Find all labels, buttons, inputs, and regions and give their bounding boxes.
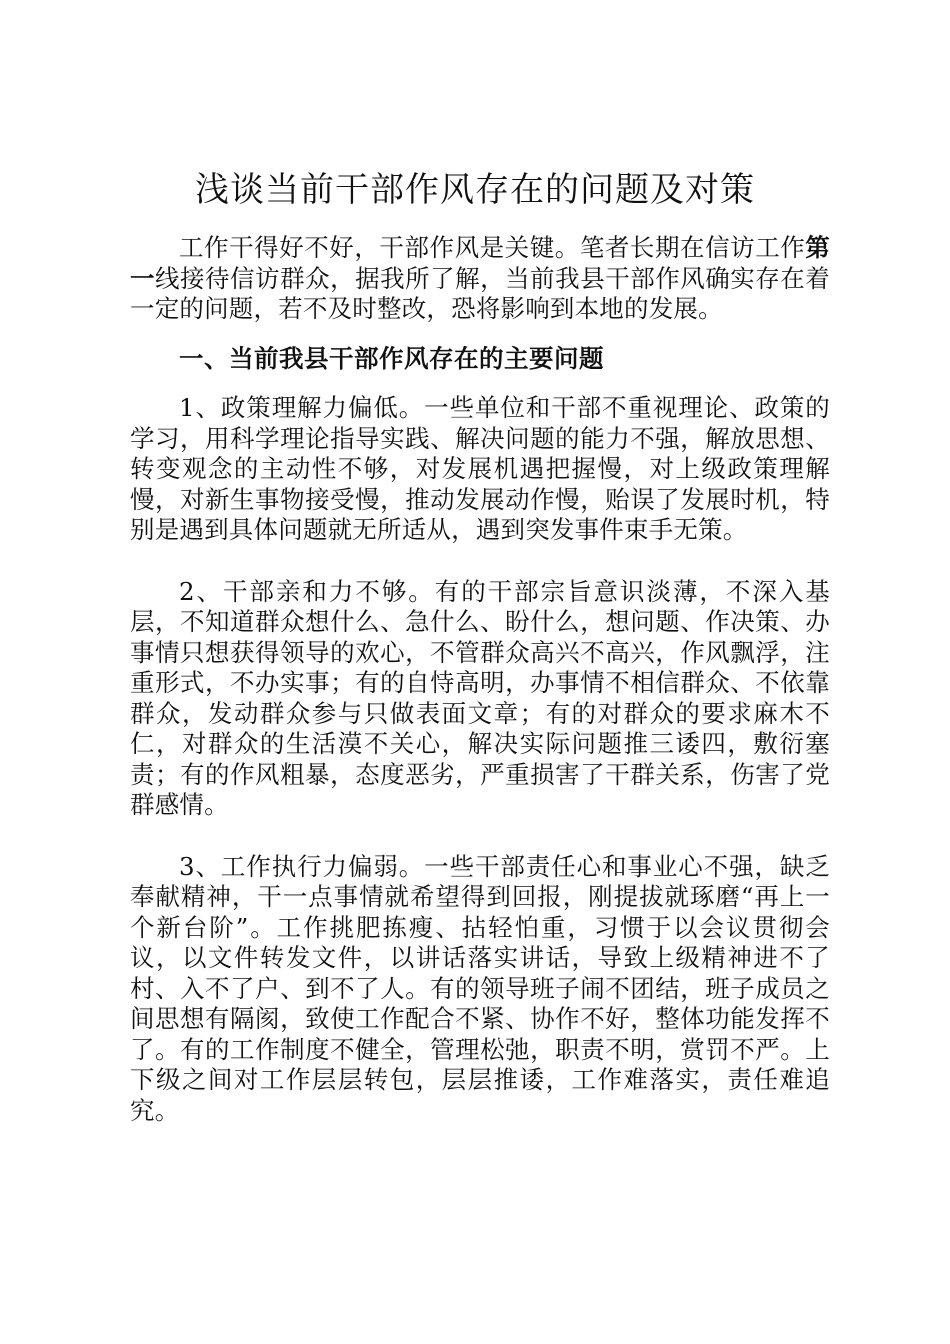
document-title: 浅谈当前干部作风存在的问题及对策 bbox=[195, 170, 755, 210]
intro-paragraph bbox=[130, 233, 830, 325]
body-paragraph-1: 1、政策理解力偏低。一些单位和干部不重视理论、政策的学习，用科学理论指导实践、解决问题的能力不强，解放思想、转变观念的主动性不够，对发展机遇把握慢，对上级政策理解慢，对新生事物接受慢，推动发展动作慢，贻误了发展时机，特别是遇到具体问题就无所适从，遇到突发事件束手无策。 bbox=[130, 393, 830, 544]
body-paragraph-3: 3、工作执行力偏弱。一些干部责任心和事业心不强，缺乏奉献精神，干一点事情就希望得到回报，刚提拔就琢磨“再上一个新台阶”。工作挑肥拣瘦、拈轻怕重，习惯于以会议贯彻会议，以文件转发文件，以讲话落实讲话，导致上级精神进不了村、入不了户、到不了人。有的领导班子闹不团结，班子成员之间思想有隔阂，致使工作配合不紧、协作不好，整体功能发挥不了。有的工作制度不健全，管理松弛，职责不明，赏罚不严。上下级之间对工作层层转包，层层推诿，工作难落实，责任难追究。 bbox=[130, 851, 830, 1125]
document-body bbox=[130, 233, 830, 1126]
intro-text-before: 工作干得好不好，干部作风是关键。笔者长期在信访工作 bbox=[179, 233, 806, 262]
body-paragraph-2: 2、干部亲和力不够。有的干部宗旨意识淡薄，不深入基层，不知道群众想什么、急什么、盼什么，想问题、作决策、办事情只想获得领导的欢心，不管群众高兴不高兴，作风飘浮，注重形式，不办实事；有的自恃高明，办事情不相信群众、不依靠群众，发动群众参与只做表面文章；有的对群众的要求麻木不仁，对群众的生活漠不关心，解决实际问题推三诿四，敷衍塞责；有的作风粗暴，态度恶劣，严重损害了干群关系，伤害了党群感情。 bbox=[130, 576, 830, 819]
section-heading: 一、当前我县干部作风存在的主要问题 bbox=[179, 343, 604, 373]
intro-text-after: 线接待信访群众，据我所了解，当前我县干部作风确实存在着一定的问题，若不及时整改，恐将影响到本地的发展。 bbox=[130, 263, 830, 323]
intro-text-emphasis: 第一 bbox=[130, 233, 830, 293]
